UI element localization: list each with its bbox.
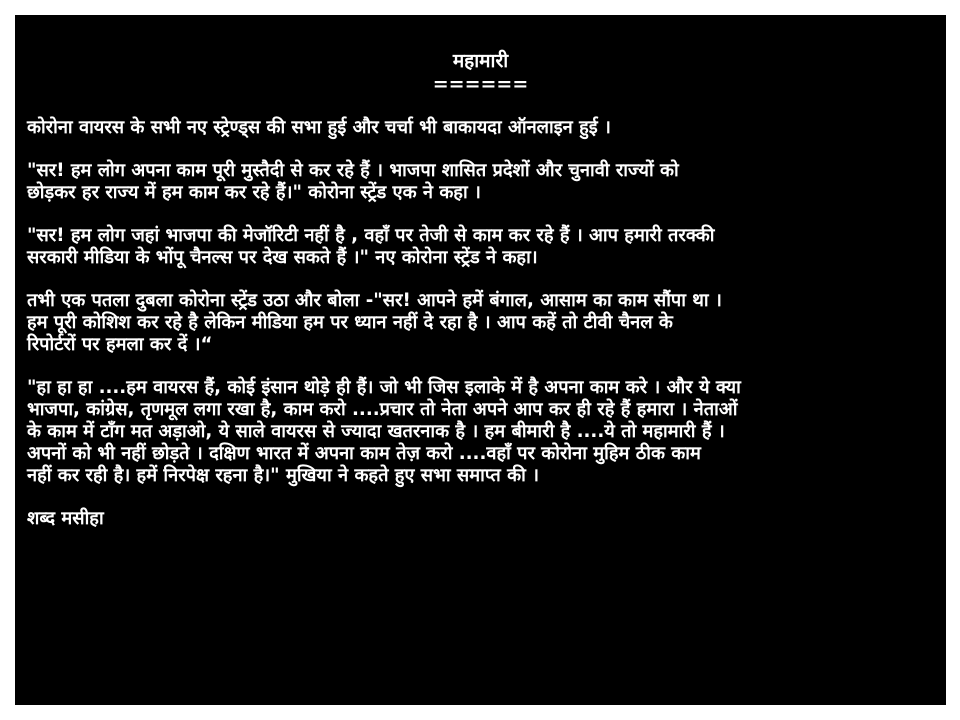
paragraph-4: तभी एक पतला दुबला कोरोना स्ट्रेंड उठा और बोला -"सर! आपने हमें बंगाल, आसाम का काम सौंपा था । हम पूरी कोशिश कर रहे है लेकिन मीडिया हम पर ध्यान नहीं दे रहा है । आप कहें तो टीवी चैनल के रिपोर्टरों पर हमला कर दें ।“ <box>27 290 722 355</box>
paragraph-2: "सर! हम लोग अपना काम पूरी मुस्तैदी से कर रहे हैं । भाजपा शासित प्रदेशों और चुनावी राज्यों को छोड़कर हर राज्य में हम काम कर रहे हैं।" कोरोना स्ट्रेंड एक ने कहा । <box>27 160 679 203</box>
author-signature: शब्द मसीहा <box>27 508 104 529</box>
paragraph-3: "सर! हम लोग जहां भाजपा की मेजॉरिटी नहीं है , वहाँ पर तेजी से काम कर रहे हैं । आप हमारी तरक्की सरकारी मीडिया के भोंपू चैनल्स पर देख सकते हैं ।" नए कोरोना स्ट्रेंड ने कहा। <box>27 225 715 268</box>
story-title: महामारी <box>452 50 509 72</box>
story-card <box>15 15 946 705</box>
paragraph-5: "हा हा हा ....हम वायरस हैं, कोई इंसान थोड़े ही हैं। जो भी जिस इलाके में है अपना काम करे । और ये क्या भाजपा, कांग्रेस, तृणमूल लगा रखा है, काम करो ....प्रचार तो नेता अपने आप कर ही रहे हैं हमारा । नेताओं के काम में टाँग मत अड़ाओ, ये साले वायरस से ज्यादा खतरनाक है । हम बीमारी है ....ये तो महामारी हैं । अपनों को भी नहीं छोड़ते । दक्षिण भारत में अपना काम तेज़ करो ....वहाँ पर कोरोना मुहिम ठीक काम नहीं कर रही है। हमें निरपेक्ष रहना है।" मुखिया ने कहते हुए सभा समाप्त की । <box>27 377 741 486</box>
title-block <box>27 50 934 96</box>
title-underline: ====== <box>432 73 529 95</box>
paragraph-1: कोरोना वायरस के सभी नए स्ट्रेण्ड्स की सभा हुई और चर्चा भी बाकायदा ऑनलाइन हुई । <box>27 117 611 138</box>
